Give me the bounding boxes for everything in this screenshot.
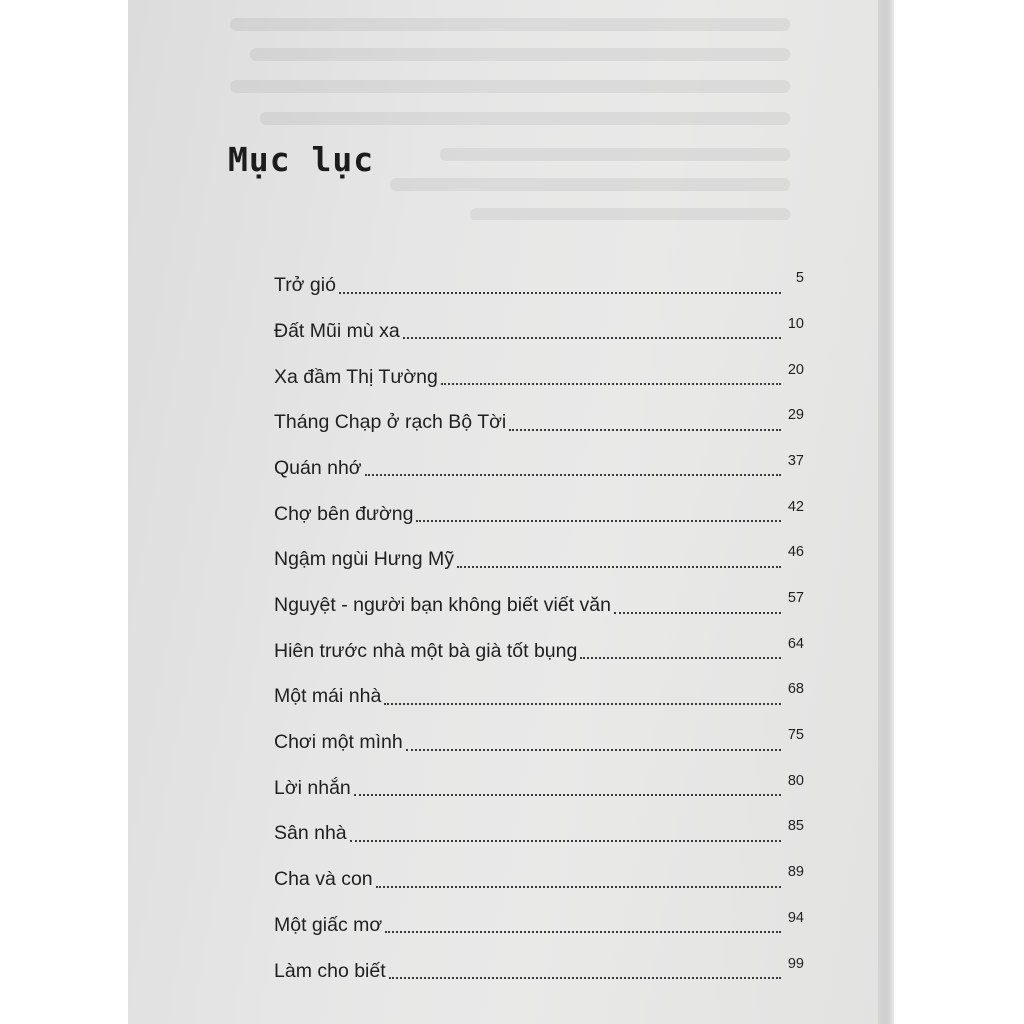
toc-entry-title: Chợ bên đường — [274, 502, 414, 525]
toc-entry-title: Quán nhớ — [274, 456, 362, 479]
toc-entry-title: Hiên trước nhà một bà già tốt bụng — [274, 639, 578, 662]
toc-dot-leader — [385, 930, 781, 933]
toc-page-number: 99 — [787, 955, 804, 972]
toc-row — [274, 898, 804, 944]
toc-dot-leader — [457, 565, 781, 568]
toc-page-number: 29 — [787, 407, 804, 424]
toc-dot-leader — [416, 519, 781, 522]
toc-entry-title: Xa đầm Thị Tường — [274, 365, 438, 388]
toc-entry-title: Làm cho biết — [274, 959, 386, 982]
toc-entry-title: Tháng Chạp ở rạch Bộ Tời — [274, 411, 507, 434]
toc-entry-title: Lời nhắn — [274, 776, 351, 799]
toc-entry-title: Trở gió — [274, 274, 336, 297]
toc-dot-leader — [376, 885, 781, 888]
toc-dot-leader — [509, 428, 781, 431]
toc-row — [274, 806, 804, 852]
toc-title: Mục lục — [228, 140, 375, 179]
toc-page-number: 20 — [787, 361, 804, 378]
toc-page-number: 37 — [787, 452, 804, 469]
toc-page-number: 89 — [787, 864, 804, 881]
toc-row — [274, 852, 804, 898]
toc-dot-leader — [403, 336, 781, 339]
toc-entry-title: Chơi một mình — [274, 731, 403, 754]
toc-row — [274, 715, 804, 761]
toc-row — [274, 943, 804, 989]
toc-dot-leader — [614, 611, 781, 614]
toc-dot-leader — [580, 656, 781, 659]
toc-page-number: 80 — [787, 772, 804, 789]
toc-page-number: 42 — [787, 498, 804, 515]
bleed-line — [390, 178, 790, 191]
toc-entry-title: Sân nhà — [274, 822, 347, 845]
toc-entry-title: Một giấc mơ — [274, 913, 383, 936]
page-edge — [878, 0, 894, 1024]
toc-page-number: 57 — [787, 590, 804, 606]
bleed-line — [260, 112, 790, 125]
toc-row — [274, 669, 804, 715]
toc-dot-leader — [354, 793, 781, 796]
toc-row — [274, 304, 804, 350]
toc-page-number: 85 — [787, 818, 804, 835]
toc-row — [274, 441, 804, 487]
bleed-line — [440, 148, 790, 161]
toc-page-number: 64 — [787, 635, 804, 652]
toc-page-number: 46 — [787, 544, 804, 561]
toc-entry-title: Đất Mũi mù xa — [274, 319, 400, 342]
toc-dot-leader — [389, 976, 781, 979]
toc-row — [274, 349, 804, 395]
bleed-line — [250, 48, 790, 61]
toc-page-number: 75 — [787, 727, 804, 744]
toc-row — [274, 578, 804, 624]
toc-dot-leader — [350, 839, 781, 842]
toc-dot-leader — [441, 382, 781, 385]
toc-page-number: 68 — [787, 681, 804, 698]
toc-dot-leader — [339, 291, 781, 294]
toc-dot-leader — [365, 473, 781, 476]
toc-row — [274, 532, 804, 578]
toc-row — [274, 761, 804, 807]
toc-entry-title: Ngậm ngùi Hưng Mỹ — [274, 548, 454, 571]
toc-page-number: 94 — [787, 909, 804, 926]
bleed-through-text — [220, 0, 810, 220]
toc-page-number: 5 — [795, 270, 804, 287]
bleed-line — [230, 18, 790, 31]
toc-entry-title: Cha và con — [274, 868, 373, 891]
toc-dot-leader — [406, 748, 781, 751]
bleed-line — [470, 208, 790, 220]
toc-row — [274, 486, 804, 532]
toc-list — [274, 258, 804, 989]
toc-dot-leader — [384, 702, 781, 705]
toc-page-number: 10 — [787, 315, 804, 332]
toc-entry-title: Một mái nhà — [274, 685, 382, 708]
bleed-line — [230, 80, 790, 93]
toc-row — [274, 395, 804, 441]
toc-row — [274, 624, 804, 670]
toc-entry-title: Nguyệt - người bạn không biết viết văn — [274, 594, 611, 616]
toc-row — [274, 258, 804, 304]
